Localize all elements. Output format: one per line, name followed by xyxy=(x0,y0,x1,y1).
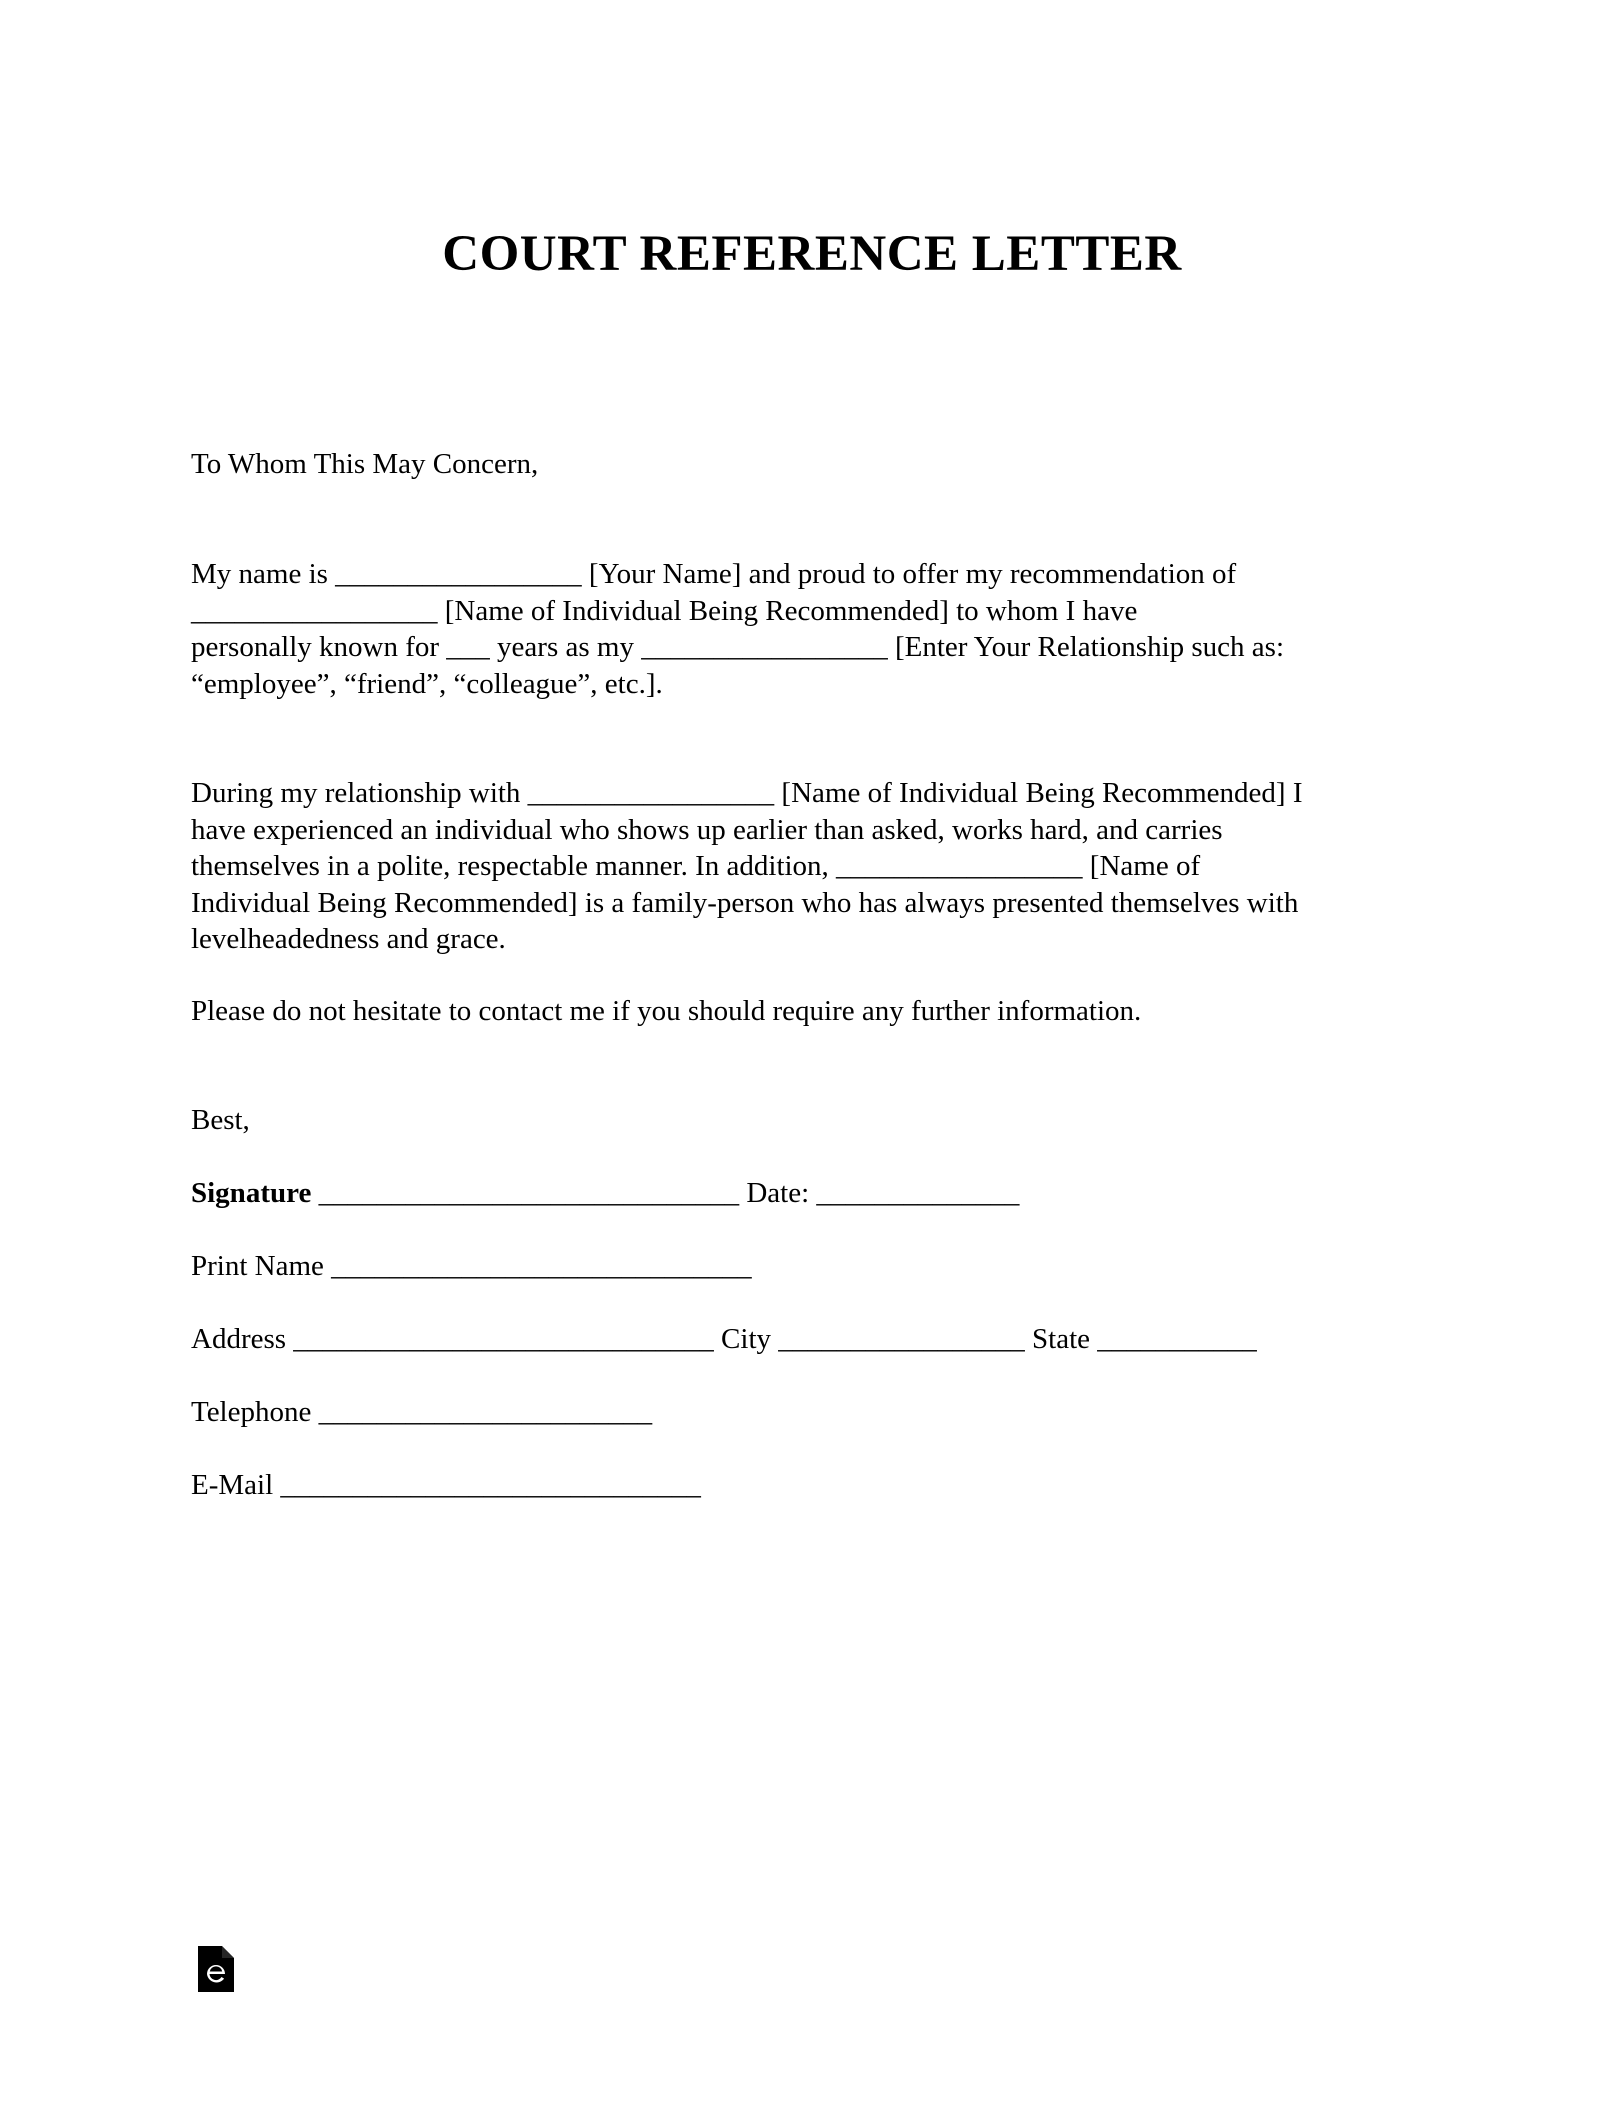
email-line[interactable]: _____________________________ xyxy=(273,1469,701,1501)
print-name-row xyxy=(191,1248,752,1284)
city-label: City xyxy=(721,1323,772,1355)
closing: Best, xyxy=(191,1104,250,1136)
telephone-label: Telephone xyxy=(191,1396,312,1428)
print-name-line[interactable]: _____________________________ xyxy=(323,1250,752,1282)
paragraph-line: personally known for ___ years as my _________________ [Enter Your Relationship such as: xyxy=(191,631,1285,663)
signature-label: Signature xyxy=(191,1177,312,1209)
paragraph-line: levelheadedness and grace. xyxy=(191,923,506,955)
salutation: To Whom This May Concern, xyxy=(191,448,539,480)
paragraph-line: During my relationship with _________________ [Name of Individual Being Recommended] I xyxy=(191,777,1303,809)
paragraph-line: _________________ [Name of Individual Being Recommended] to whom I have xyxy=(191,594,1138,627)
address-row xyxy=(191,1321,1257,1357)
paragraph-relationship xyxy=(191,775,1441,958)
paragraph-introduction xyxy=(191,556,1441,702)
eforms-logo-icon xyxy=(198,1946,234,1992)
paragraph-line: themselves in a polite, respectable manner. In addition, _________________ [Name of xyxy=(191,850,1201,882)
paragraph-line: My name is _________________ [Your Name] and proud to offer my recommendation of xyxy=(191,558,1237,590)
state-label: State xyxy=(1032,1323,1091,1355)
address-line[interactable]: _____________________________ xyxy=(286,1323,722,1355)
signature-line[interactable]: _____________________________ xyxy=(311,1177,747,1209)
signature-row xyxy=(191,1175,1019,1211)
document-title: COURT REFERENCE LETTER xyxy=(442,226,1182,282)
state-line[interactable]: ___________ xyxy=(1090,1323,1257,1355)
email-row xyxy=(191,1467,701,1503)
email-label: E-Mail xyxy=(191,1469,274,1501)
telephone-line[interactable]: _______________________ xyxy=(311,1396,653,1428)
paragraph-line: have experienced an individual who shows up earlier than asked, works hard, and carries xyxy=(191,813,1223,846)
paragraph-line: “employee”, “friend”, “colleague”, etc.]. xyxy=(191,667,663,700)
print-name-label: Print Name xyxy=(191,1250,324,1282)
date-line[interactable]: ______________ xyxy=(809,1177,1020,1209)
city-line[interactable]: _________________ xyxy=(771,1323,1033,1355)
date-label: Date: xyxy=(746,1177,810,1209)
address-label: Address xyxy=(191,1323,287,1355)
paragraph-contact: Please do not hesitate to contact me if you should require any further information. xyxy=(191,995,1142,1027)
telephone-row xyxy=(191,1394,652,1430)
paragraph-line: Individual Being Recommended] is a family-person who has always presented themselves with xyxy=(191,886,1299,919)
